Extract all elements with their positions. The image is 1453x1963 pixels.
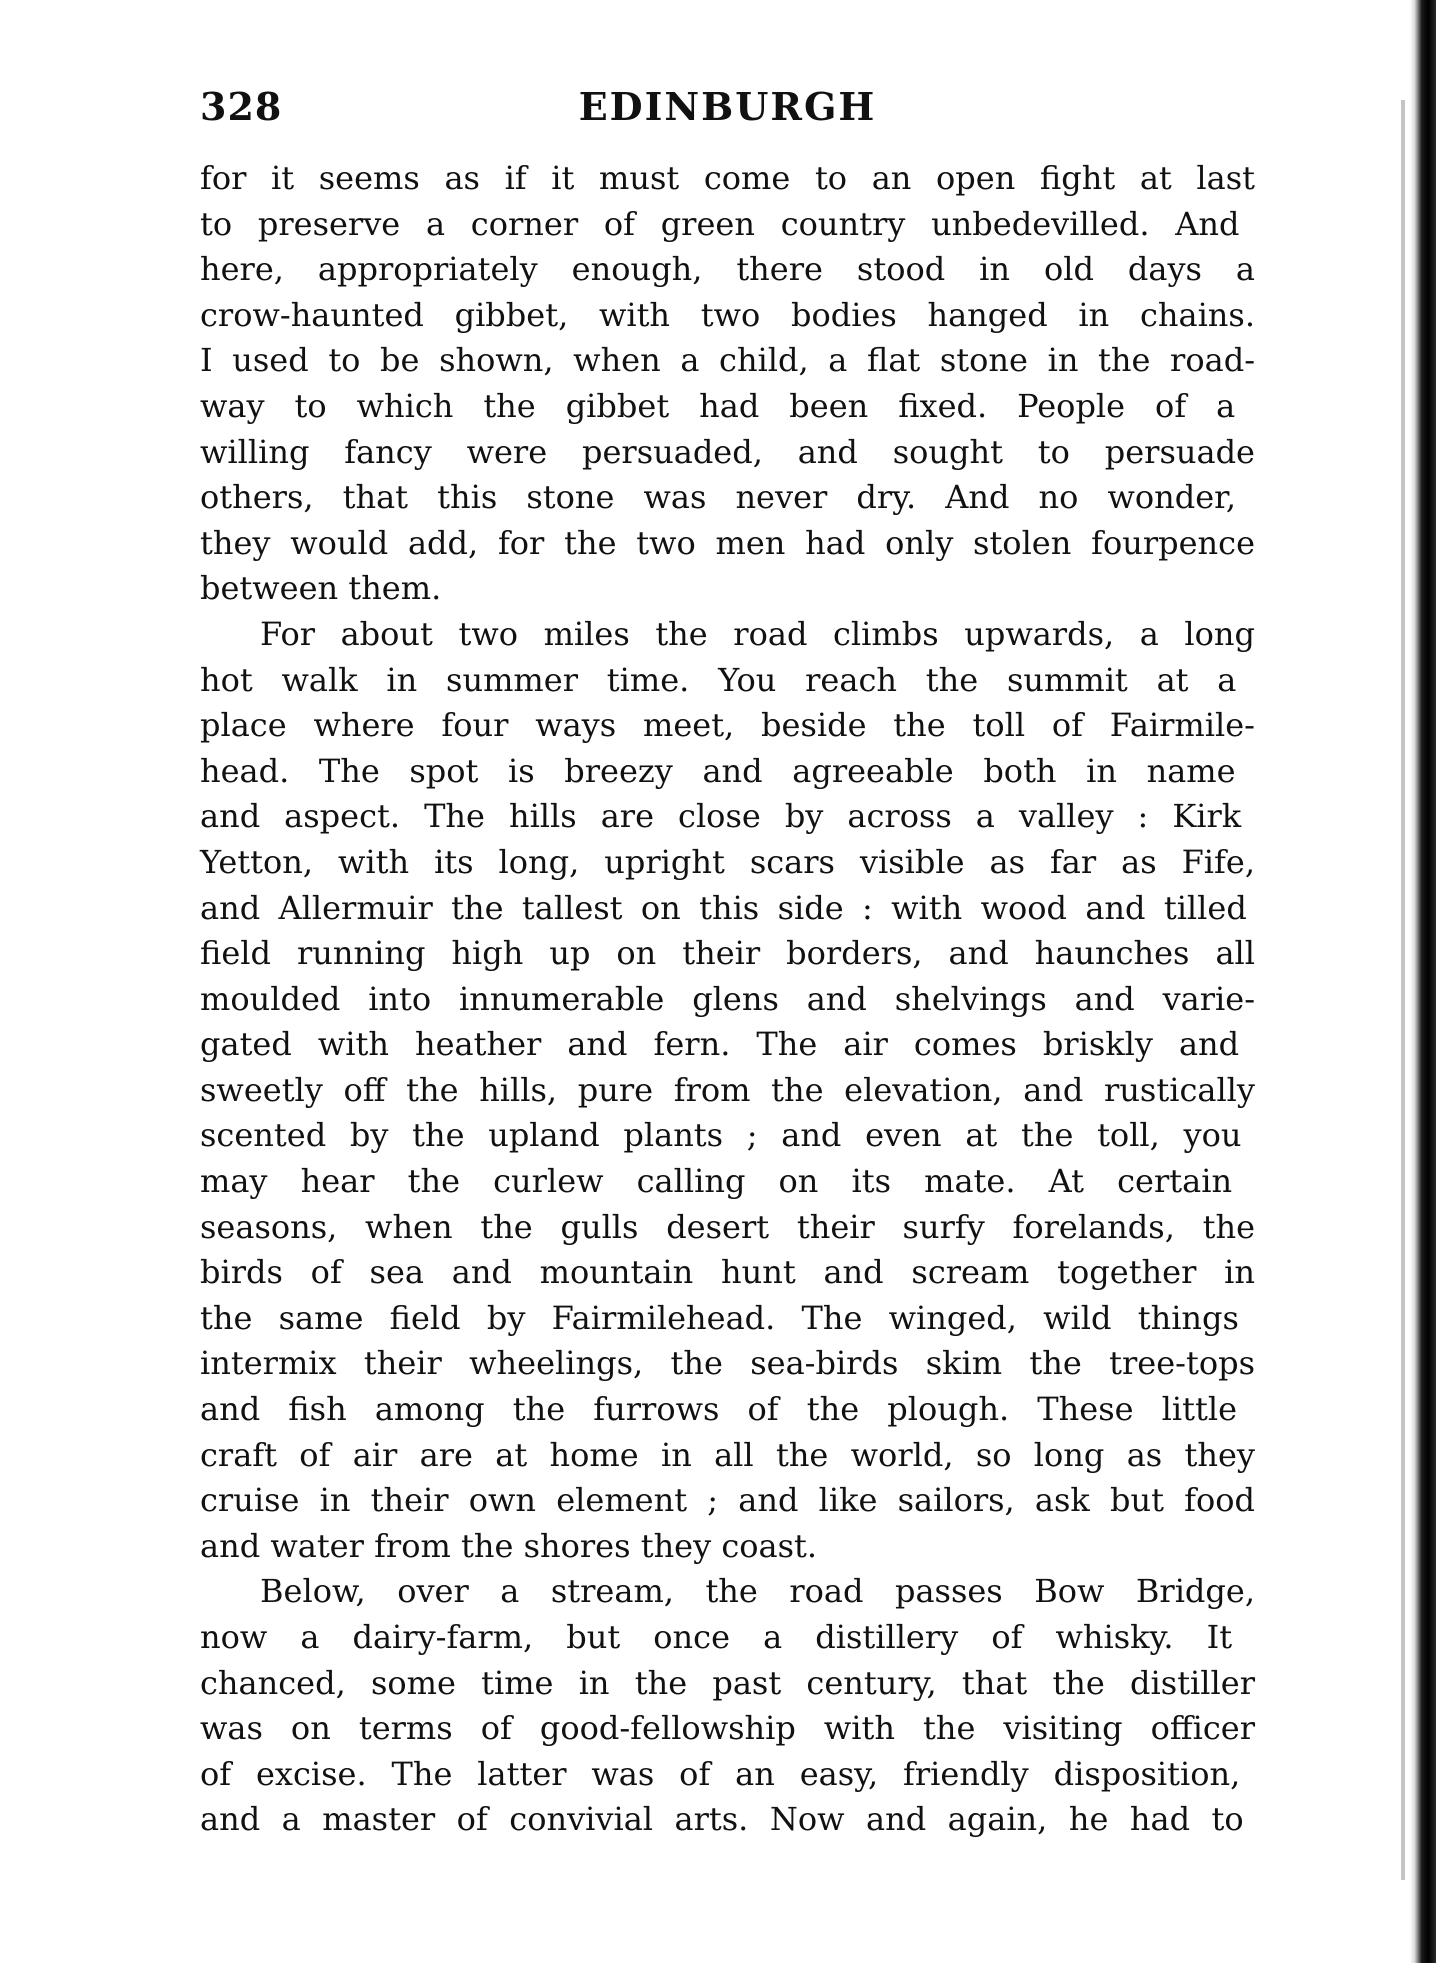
text-line: way to which the gibbet had been fixed. People of a xyxy=(200,386,1236,425)
text-line: gated with heather and fern. The air comes briskly and xyxy=(200,1025,1240,1064)
text-line: and a master of convivial arts. Now and again, he had to xyxy=(200,1800,1244,1839)
text-line: crow-haunted gibbet, with two bodies hanged in chains. xyxy=(200,295,1255,334)
text-line: For about two miles the road climbs upwards, a long xyxy=(260,614,1255,653)
text-line: willing fancy were persuaded, and sought to persuade xyxy=(200,432,1255,471)
text-line: of excise. The latter was of an easy, friendly disposition, xyxy=(200,1754,1241,1793)
book-spine-shadow xyxy=(1410,0,1436,1963)
text-line: others, that this stone was never dry. And no wonder, xyxy=(200,478,1237,517)
text-line: hot walk in summer time. You reach the summit at a xyxy=(200,660,1237,699)
body-text xyxy=(200,156,1255,1843)
text-line: scented by the upland plants ; and even at the toll, you xyxy=(200,1116,1242,1155)
text-line: for it seems as if it must come to an open fight at last xyxy=(200,159,1255,197)
text-line: may hear the curlew calling on its mate. At certain xyxy=(200,1162,1233,1201)
text-line: sweetly off the hills, pure from the elevation, and rustically xyxy=(200,1070,1255,1109)
text-line: between them. xyxy=(200,569,442,608)
page-edge-shadow xyxy=(1401,100,1405,1880)
text-line: intermix their wheelings, the sea-birds skim the tree-tops xyxy=(200,1344,1255,1383)
text-line: now a dairy-farm, but once a distillery of whisky. It xyxy=(200,1618,1233,1656)
text-line: place where four ways meet, beside the toll of Fairmile- xyxy=(200,706,1255,745)
text-line: the same field by Fairmilehead. The winged, wild things xyxy=(200,1298,1239,1337)
running-head: EDINBURGH xyxy=(578,84,877,129)
text-line: and aspect. The hills are close by across a valley : Kirk xyxy=(200,797,1242,836)
text-line: Below, over a stream, the road passes Bow Bridge, xyxy=(260,1572,1255,1611)
text-line: and fish among the furrows of the plough. These little xyxy=(200,1390,1238,1429)
text-line: head. The spot is breezy and agreeable both in name xyxy=(200,751,1236,790)
text-line: moulded into innumerable glens and shelvings and varie- xyxy=(200,979,1255,1018)
text-line: seasons, when the gulls desert their surfy forelands, the xyxy=(200,1207,1255,1246)
text-line: cruise in their own element ; and like sailors, ask but food xyxy=(200,1481,1255,1520)
text-line: here, appropriately enough, there stood in old days a xyxy=(200,250,1255,289)
text-line: craft of air are at home in all the world, so long as they xyxy=(200,1435,1255,1474)
text-line: chanced, some time in the past century, that the distiller xyxy=(200,1663,1255,1702)
text-line: they would add, for the two men had only stolen fourpence xyxy=(200,523,1255,562)
text-line: field running high up on their borders, and haunches all xyxy=(200,934,1255,973)
page-header xyxy=(200,84,1255,144)
text-line: and Allermuir the tallest on this side : with wood and tilled xyxy=(200,888,1247,927)
text-line: and water from the shores they coast. xyxy=(200,1526,818,1565)
text-line: birds of sea and mountain hunt and scream together in xyxy=(200,1253,1255,1292)
text-line: to preserve a corner of green country unbedevilled. And xyxy=(200,204,1240,243)
text-line: was on terms of good-fellowship with the visiting officer xyxy=(200,1709,1255,1748)
text-line: Yetton, with its long, upright scars visible as far as Fife, xyxy=(200,842,1255,881)
text-line: I used to be shown, when a child, a flat stone in the road- xyxy=(200,341,1255,380)
page-number: 328 xyxy=(200,84,283,129)
